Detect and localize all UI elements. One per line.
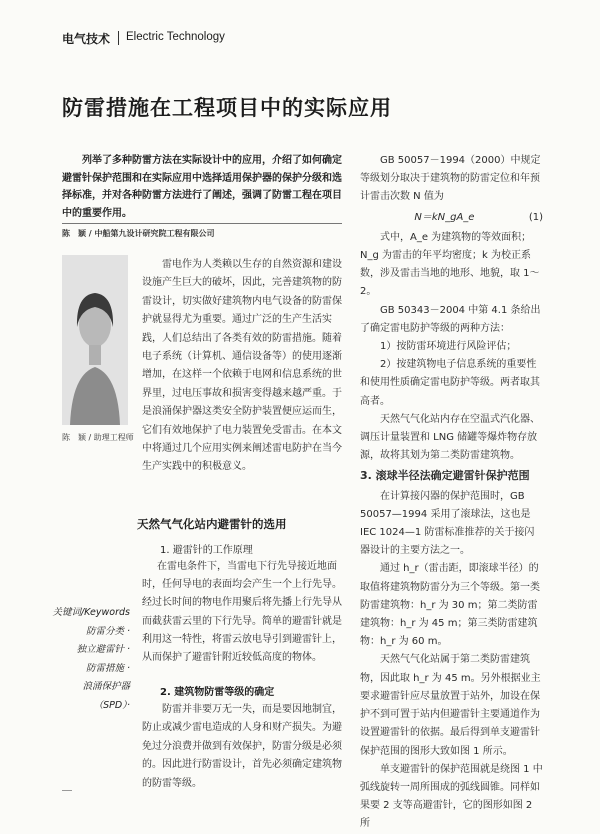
page-footer-mark [62, 790, 72, 791]
body-paragraph: 天然气气化站属于第二类防雷建筑物，因此取 h_r 为 45 m。另外根据业主要求避雷针应尽量放置于站外，加设在保护不到可置于站内但避雷针主要通道作为设置避雷针的依据。最后得到单支避雷针保护范围的图形大致如图 1 所示。 [360, 654, 541, 757]
right-column [360, 152, 543, 834]
formula [360, 209, 543, 227]
body-paragraph: GB 50057－1994（2000）中规定等级划分取决于建筑物的防雷定位和年预计雷击次数 N 值为 [360, 155, 541, 203]
keywords-block [50, 604, 130, 715]
article-title: 防雷措施在工程项目中的实际应用 [62, 95, 392, 120]
keyword: 防雷措施 · [85, 662, 130, 674]
keyword: 防雷分类 · [85, 625, 130, 637]
body-paragraph: 式中，A_e 为建筑物的等效面积；N_g 为雷击的年平均密度；k 为校正系数，涉及雷击当地的地形、地貌，取 1～2。 [360, 231, 540, 298]
abstract-rule [62, 223, 342, 224]
body-paragraph: 在计算接闪器的保护范围时，GB 50057—1994 采用了滚球法，这也是 IEC 1024—1 防雷标准推荐的关于接闪器设计的主要方法之一。 [360, 490, 535, 557]
intro-paragraph: 雷电作为人类赖以生存的自然资源和建设设施产生巨大的破坏，因此，完善建筑物的防雷设计，切实做好建筑物内电气设备的防雷保护就显得尤为重要。通过广泛的生产生活实践，人们总结出了各类有效的防雷措施。随着电子系统（计算机、通信设备等）的使用逐渐增加，在这样一个依赖于电网和信息系统的世界里，过电压事故和损害变得越来越严重。于是浪涌保护器这类安全防护装置便应运而生，它们有效地保护了电力装置免受雷击。在本文中将通过几个应用实例来阐述雷电防护在当今生产实践中的积极意义。 [142, 259, 342, 473]
subsection-heading: 2. 建筑物防雷等级的确定 [160, 687, 275, 698]
body-paragraph: 单支避雷针的保护范围就是绕图 1 中弧线旋转一周所围成的弧线圆锥。同样如果要 2 支等高避雷针，它的图形如图 2 所 [360, 763, 543, 830]
body-paragraph: GB 50343－2004 中第 4.1 条给出了确定雷电防护等级的两种方法： [360, 304, 541, 334]
keywords-label: 关键词/Keywords [52, 607, 130, 618]
header-divider [118, 31, 119, 45]
body-paragraph: 2）按建筑物电子信息系统的重要性和使用性质确定雷电防护等级。两者取其高者。 [360, 359, 540, 407]
keyword: 浪涌保护器（SPD）· [82, 681, 130, 711]
photo-caption: 陈 颖 / 助理工程师 [62, 433, 134, 442]
journal-section-en: Electric Technology [126, 31, 225, 43]
body-paragraph: 防雷并非要万无一失，而是要因地制宜，防止或减少雷电造成的人身和财产损失。为避免过分浪费并做到有效保护，防雷分级是必须的。因此进行防雷设计，首先必须确定建筑物的防雷等级。 [142, 704, 342, 789]
formula-number: (1) [528, 211, 543, 223]
body-paragraph: 通过 h_r（雷击距，即滚球半径）的取值将建筑物防雷分为三个等级。第一类防雷建筑物：h_r 为 30 m；第二类防雷建筑物：h_r 为 45 m；第三类防雷建筑物：h_r 为 60 m。 [360, 563, 540, 648]
formula-text: N＝kN_gA_e [414, 211, 475, 223]
author-line: 陈 颖 / 中船第九设计研究院工程有限公司 [62, 229, 215, 238]
subsection-heading: 1. 避雷针的工作原理 [160, 545, 253, 556]
body-paragraph: 在雷电条件下，当雷电下行先导接近地面时，任何导电的表面均会产生一个上行先导。经过长时间的物电作用聚后将先播上行先导从而截获雷云里的下行先导。简单的避雷针就是利用这一特性，将雷云放电导引到避雷针上，从而保护了避雷针附近较低高度的物体。 [142, 561, 342, 664]
journal-section-cn: 电气技术 [62, 32, 111, 46]
body-paragraph: 天然气气化站内存在空温式汽化器、调压计量装置和 LNG 储罐等爆炸物存放源，故将其划为第二类防雷建筑物。 [360, 413, 540, 462]
author-photo [62, 255, 128, 425]
abstract: 列举了多种防雷方法在实际设计中的应用，介绍了如何确定避雷针保护范围和在实际应用中选择适用保护器的保护分级和选择标准，并对各种防雷方法进行了阐述，强调了防雷工程在项目中的重要作用。 [62, 155, 342, 219]
keyword: 独立避雷针 · [76, 644, 130, 655]
section-heading: 天然气气化站内避雷针的选用 [137, 517, 287, 531]
body-paragraph: 1）按防雷环境进行风险评估； [380, 341, 517, 353]
section-heading: 3. 滚球半径法确定避雷针保护范围 [360, 469, 530, 483]
portrait-image [62, 255, 128, 425]
